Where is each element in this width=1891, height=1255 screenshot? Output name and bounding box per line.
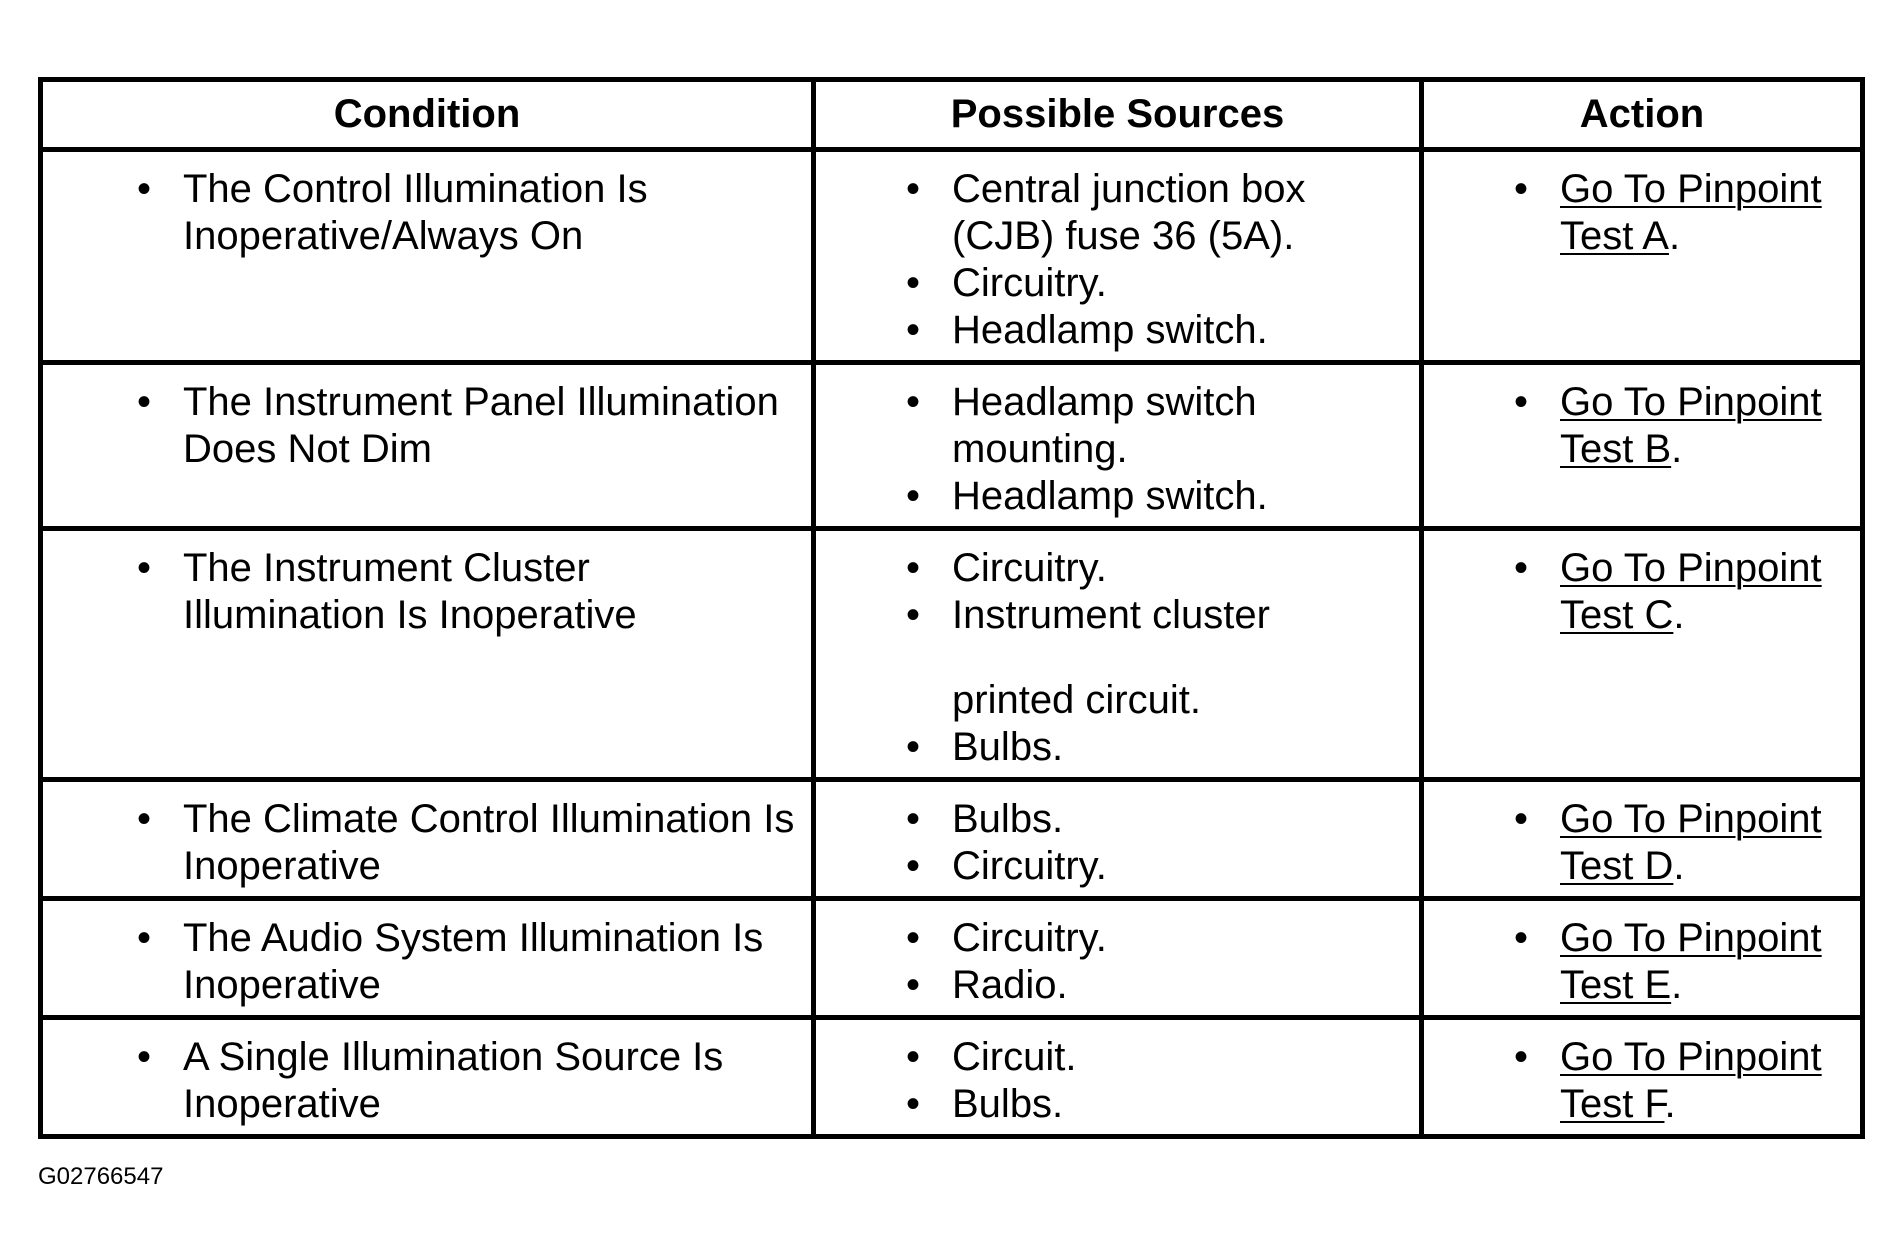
condition-text: • The Climate Control Illumination Is Inoperative [183, 796, 801, 890]
source-item-continuation: printed circuit. [952, 678, 1201, 722]
header-row [41, 80, 1863, 150]
action-cell [1422, 529, 1863, 780]
pinpoint-test-c-link[interactable]: Go To Pinpoint Test C [1560, 546, 1822, 637]
action-cell [1422, 899, 1863, 1018]
action-suffix: . [1668, 214, 1681, 258]
source-item: • Headlamp switch. [952, 307, 1409, 354]
action-item [1560, 1034, 1852, 1128]
source-item: • Headlamp switch. [952, 473, 1409, 520]
source-item: • Bulbs. [952, 796, 1409, 843]
sources-cell [814, 780, 1422, 899]
condition-cell [41, 899, 814, 1018]
table-row [41, 363, 1863, 529]
pinpoint-test-b-link[interactable]: Go To Pinpoint Test B [1560, 380, 1822, 471]
header-action: Action [1422, 80, 1863, 150]
table-row [41, 150, 1863, 363]
table-row [41, 1018, 1863, 1137]
action-suffix: . [1673, 844, 1685, 888]
action-item [1560, 379, 1852, 473]
sources-cell [814, 150, 1422, 363]
condition-text: • The Control Illumination Is Inoperative/Always On [183, 166, 801, 260]
source-item: • Headlamp switch mounting. [952, 379, 1409, 473]
diagnosis-table [38, 77, 1865, 1139]
action-cell [1422, 363, 1863, 529]
sources-cell [814, 899, 1422, 1018]
source-item: • Circuitry. [952, 260, 1409, 307]
action-cell [1422, 1018, 1863, 1137]
action-suffix: . [1671, 427, 1683, 471]
table-row [41, 899, 1863, 1018]
source-item: • Circuitry. [952, 843, 1409, 890]
line-gap [952, 639, 1409, 677]
figure-id: G02766547 [38, 1163, 164, 1190]
action-suffix: . [1664, 1082, 1676, 1126]
pinpoint-test-d-link[interactable]: Go To Pinpoint Test D [1560, 797, 1822, 888]
source-item: • Circuit. [952, 1034, 1409, 1081]
pinpoint-test-f-link[interactable]: Go To Pinpoint Test F [1560, 1035, 1822, 1126]
condition-cell [41, 363, 814, 529]
table-row [41, 529, 1863, 780]
source-item-line: Instrument cluster [952, 593, 1270, 637]
source-item [952, 592, 1409, 724]
source-item: • Bulbs. [952, 724, 1409, 771]
action-item [1560, 796, 1852, 890]
action-item [1560, 545, 1852, 639]
source-item: • Circuitry. [952, 915, 1409, 962]
action-item [1560, 166, 1852, 260]
pinpoint-test-e-link[interactable]: Go To Pinpoint Test E [1560, 916, 1822, 1007]
source-item: • Central junction box (CJB) fuse 36 (5A). [952, 166, 1409, 260]
sources-cell [814, 363, 1422, 529]
condition-text: • The Audio System Illumination Is Inoperative [183, 915, 801, 1009]
sources-cell [814, 1018, 1422, 1137]
condition-cell [41, 529, 814, 780]
action-cell [1422, 780, 1863, 899]
condition-text: • A Single Illumination Source Is Inoperative [183, 1034, 801, 1128]
sources-cell [814, 529, 1422, 780]
header-condition: Condition [41, 80, 814, 150]
header-possible-sources: Possible Sources [814, 80, 1422, 150]
source-item: • Bulbs. [952, 1081, 1409, 1128]
pinpoint-test-a-link[interactable]: Go To Pinpoint Test A [1560, 167, 1822, 258]
action-suffix: . [1671, 963, 1683, 1007]
action-suffix: . [1673, 593, 1685, 637]
action-item [1560, 915, 1852, 1009]
condition-cell [41, 1018, 814, 1137]
action-cell [1422, 150, 1863, 363]
condition-text: • The Instrument Panel Illumination Does Not Dim [183, 379, 801, 473]
source-item: • Circuitry. [952, 545, 1409, 592]
source-item: • Radio. [952, 962, 1409, 1009]
table-row [41, 780, 1863, 899]
condition-text: • The Instrument Cluster Illumination Is Inoperative [183, 545, 801, 639]
condition-cell [41, 780, 814, 899]
condition-cell [41, 150, 814, 363]
